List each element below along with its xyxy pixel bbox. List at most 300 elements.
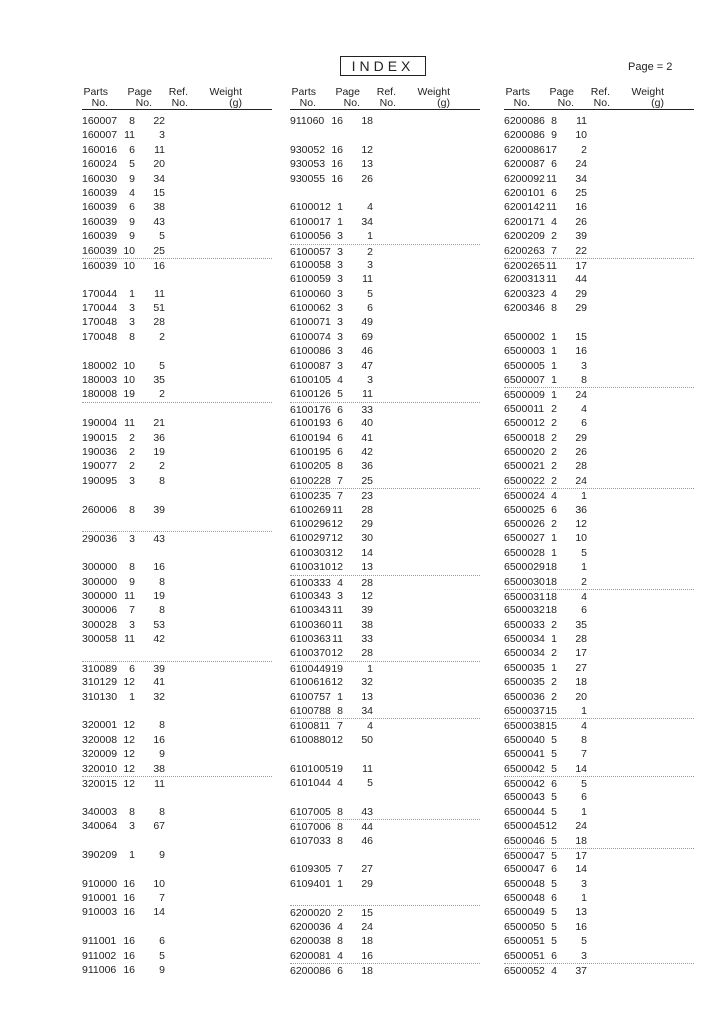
ref-no: 36 (361, 460, 373, 473)
page-no: 5 (551, 834, 557, 847)
ref-no: 6 (581, 791, 587, 804)
index-row (290, 905, 480, 919)
ref-no: 20 (575, 690, 587, 703)
part-number: 6500029 (504, 561, 545, 574)
part-number: 6500026 (504, 517, 545, 530)
ref-no: 14 (575, 863, 587, 876)
index-row (504, 805, 694, 819)
ref-no: 6 (159, 935, 165, 948)
page-no: 8 (337, 935, 343, 948)
header-parts: Parts No. (505, 86, 530, 109)
index-row (290, 834, 480, 848)
part-number: 6200263 (504, 244, 545, 257)
part-number: 6200087 (504, 158, 545, 171)
header-weight: Weight (g) (417, 86, 450, 109)
page-no: 6 (129, 662, 135, 675)
ref-no: 13 (361, 158, 373, 171)
page-no: 11 (124, 633, 135, 646)
index-row (82, 315, 272, 329)
index-row (290, 359, 480, 373)
part-number: 390209 (82, 848, 118, 861)
ref-no: 3 (581, 359, 587, 372)
ref-no: 16 (153, 259, 165, 272)
ref-no: 20 (153, 158, 165, 171)
part-number: 6100193 (290, 417, 331, 430)
page-no: 6 (551, 949, 557, 962)
ref-no: 3 (581, 877, 587, 890)
index-row (504, 905, 694, 919)
ref-no: 6 (581, 417, 587, 430)
part-number: 180002 (82, 359, 118, 372)
part-number: 170048 (82, 316, 118, 329)
ref-no: 24 (575, 158, 587, 171)
index-row (504, 546, 694, 560)
page-no: 10 (123, 244, 135, 257)
index-row (82, 172, 272, 186)
page-no: 7 (129, 604, 135, 617)
part-number: 6100017 (290, 215, 331, 228)
part-number: 6101044 (290, 776, 331, 789)
part-number: 310130 (82, 690, 118, 703)
index-row (504, 690, 694, 704)
ref-no: 5 (581, 935, 587, 948)
index-row (290, 575, 480, 589)
part-number: 320010 (82, 762, 118, 775)
index-row (504, 848, 694, 862)
ref-no: 29 (575, 431, 587, 444)
ref-no: 8 (159, 805, 165, 818)
index-row (504, 531, 694, 545)
index-row (290, 805, 480, 819)
ref-no: 1 (581, 490, 587, 503)
part-number: 6100194 (290, 431, 331, 444)
index-row (504, 128, 694, 142)
part-number: 6200092 (504, 172, 545, 185)
ref-no: 4 (581, 402, 587, 415)
page-no: 11 (332, 618, 343, 631)
page-no: 12 (331, 532, 343, 545)
part-number: 6109401 (290, 877, 331, 890)
index-row (504, 646, 694, 660)
index-row (504, 762, 694, 776)
part-number: 6100105 (290, 374, 331, 387)
index-row (290, 546, 480, 560)
page-no: 11 (332, 503, 343, 516)
part-number: 6100060 (290, 287, 331, 300)
index-row (504, 949, 694, 963)
ref-no: 19 (153, 445, 165, 458)
part-number: 6500036 (504, 690, 545, 703)
page-no: 1 (129, 848, 135, 861)
ref-no: 11 (576, 115, 587, 127)
ref-no: 39 (153, 662, 165, 675)
column-header (504, 87, 694, 110)
page-no: 12 (331, 561, 343, 574)
index-row (82, 200, 272, 214)
page-no: 18 (545, 575, 557, 588)
part-number: 6200265 (504, 259, 545, 272)
page-no: 10 (123, 259, 135, 272)
part-number: 6100343 (290, 589, 331, 602)
index-row (504, 114, 694, 128)
index-row (290, 258, 480, 272)
part-number: 6200086 (504, 143, 545, 156)
ref-no: 22 (153, 115, 165, 127)
page-no: 3 (129, 533, 135, 546)
page-no: 12 (331, 517, 343, 530)
page-no: 2 (337, 907, 343, 920)
page-no: 4 (337, 776, 343, 789)
page-no: 3 (129, 316, 135, 329)
ref-no: 3 (581, 949, 587, 962)
part-number: 6100086 (290, 345, 331, 358)
part-number: 6500030 (504, 575, 545, 588)
header-weight: Weight (g) (631, 86, 664, 109)
page-no: 7 (551, 244, 557, 257)
index-row (82, 359, 272, 373)
index-row (82, 128, 272, 142)
index-row (82, 646, 272, 660)
index-row (82, 747, 272, 761)
index-row (290, 157, 480, 171)
index-row (82, 215, 272, 229)
ref-no: 8 (581, 733, 587, 746)
ref-no: 10 (575, 532, 587, 545)
page-no: 11 (546, 201, 557, 214)
page-no: 5 (551, 906, 557, 919)
index-row (82, 416, 272, 430)
index-row (290, 488, 480, 502)
ref-no: 5 (367, 287, 373, 300)
index-row (290, 862, 480, 876)
header-page: Page No. (335, 86, 360, 109)
ref-no: 10 (575, 129, 587, 142)
page-no: 1 (551, 532, 557, 545)
index-row (290, 963, 480, 977)
page-no: 19 (331, 762, 343, 775)
part-number: 6200209 (504, 230, 545, 243)
ref-no: 32 (153, 690, 165, 703)
page-no: 1 (337, 215, 343, 228)
index-row (504, 373, 694, 387)
ref-no: 1 (581, 561, 587, 574)
index-row (82, 258, 272, 272)
part-number: 6200086 (504, 129, 545, 142)
index-row (290, 776, 480, 790)
part-number: 6200346 (504, 302, 545, 315)
page-no: 12 (123, 733, 135, 746)
index-row (504, 287, 694, 301)
index-row (290, 704, 480, 718)
page-no: 6 (551, 186, 557, 199)
page-no: 18 (545, 590, 557, 603)
ref-no: 49 (361, 316, 373, 329)
ref-no: 18 (361, 935, 373, 948)
page-no: 2 (551, 517, 557, 530)
header-parts: Parts No. (291, 86, 316, 109)
page-no: 3 (129, 820, 135, 833)
index-row (82, 272, 272, 286)
ref-no: 51 (153, 302, 165, 315)
index-row (290, 114, 480, 128)
page-no: 6 (551, 892, 557, 905)
index-row (290, 733, 480, 747)
page-no: 3 (337, 302, 343, 315)
part-number: 6500003 (504, 345, 545, 358)
ref-no: 13 (361, 690, 373, 703)
part-number: 911001 (82, 935, 117, 948)
index-row (290, 848, 480, 862)
page-no: 7 (337, 490, 343, 503)
ref-no: 26 (361, 172, 373, 185)
part-number: 160039 (82, 259, 118, 272)
page-no: 5 (551, 935, 557, 948)
page-no: 1 (551, 359, 557, 372)
ref-no: 2 (159, 388, 165, 401)
part-number: 910000 (82, 877, 118, 890)
part-number: 6500048 (504, 877, 545, 890)
ref-no: 8 (581, 374, 587, 387)
ref-no: 33 (361, 633, 373, 646)
page-no: 6 (551, 863, 557, 876)
part-number: 6500037 (504, 705, 545, 718)
part-number: 160039 (82, 215, 118, 228)
index-row (82, 474, 272, 488)
ref-no: 47 (361, 359, 373, 372)
page-no: 12 (331, 733, 343, 746)
part-number: 6100310 (290, 561, 331, 574)
page-no: 4 (129, 186, 135, 199)
page-no: 4 (551, 490, 557, 503)
index-row (82, 661, 272, 675)
index-row (290, 373, 480, 387)
index-row (82, 488, 272, 502)
part-number: 930055 (290, 172, 326, 185)
part-number: 160007 (82, 129, 118, 142)
page-no: 6 (337, 445, 343, 458)
page-no: 5 (551, 877, 557, 890)
part-number: 180003 (82, 374, 118, 387)
ref-no: 12 (361, 589, 373, 602)
part-number: 6500050 (504, 920, 545, 933)
ref-no: 30 (361, 532, 373, 545)
part-number: 6500047 (504, 849, 545, 862)
index-row (82, 373, 272, 387)
page-no: 9 (129, 172, 135, 185)
ref-no: 41 (361, 431, 373, 444)
ref-no: 38 (153, 762, 165, 775)
page-no: 3 (337, 230, 343, 243)
page-no: 15 (545, 720, 557, 733)
index-row (290, 143, 480, 157)
index-row (504, 272, 694, 286)
ref-no: 2 (159, 460, 165, 473)
page-no: 5 (551, 805, 557, 818)
page-no: 2 (551, 647, 557, 660)
page-no: 1 (129, 287, 135, 300)
part-number: 6100297 (290, 532, 331, 545)
index-row (504, 819, 694, 833)
ref-no: 26 (575, 215, 587, 228)
page-no: 4 (337, 374, 343, 387)
page-number: Page = 2 (628, 61, 673, 73)
page-no: 3 (337, 589, 343, 602)
ref-no: 43 (153, 215, 165, 228)
part-number: 6100449 (290, 662, 331, 675)
index-column-1 (82, 87, 272, 977)
page-no: 1 (337, 201, 343, 214)
ref-no: 14 (575, 762, 587, 775)
index-row (504, 445, 694, 459)
index-row (290, 287, 480, 301)
ref-no: 4 (367, 720, 373, 733)
page-no: 8 (129, 115, 135, 127)
part-number: 6500005 (504, 359, 545, 372)
part-number: 6500031 (504, 590, 545, 603)
part-number: 6100056 (290, 230, 331, 243)
page-no: 2 (551, 474, 557, 487)
page-no: 8 (337, 821, 343, 834)
page-no: 11 (546, 172, 557, 185)
part-number: 6100343 (290, 604, 331, 617)
part-number: 6500033 (504, 618, 545, 631)
page-no: 10 (123, 374, 135, 387)
part-number: 6100880 (290, 733, 331, 746)
part-number: 910001 (82, 892, 118, 905)
page-no: 5 (551, 762, 557, 775)
index-row (504, 891, 694, 905)
index-row (82, 157, 272, 171)
page-no: 19 (331, 662, 343, 675)
part-number: 6500044 (504, 805, 545, 818)
part-number: 340003 (82, 805, 118, 818)
index-row (504, 244, 694, 258)
part-number: 6500021 (504, 460, 545, 473)
index-row (504, 877, 694, 891)
part-number: 6500051 (504, 949, 545, 962)
index-column-3 (504, 87, 694, 977)
page-no: 8 (129, 805, 135, 818)
part-number: 6107033 (290, 834, 331, 847)
ref-no: 39 (361, 604, 373, 617)
ref-no: 5 (159, 359, 165, 372)
index-row (82, 560, 272, 574)
page-no: 6 (337, 431, 343, 444)
page-no: 16 (123, 949, 135, 962)
page-no: 1 (551, 633, 557, 646)
part-number: 6200038 (290, 935, 331, 948)
part-number: 320009 (82, 748, 118, 761)
ref-no: 11 (362, 388, 373, 401)
ref-no: 19 (153, 589, 165, 602)
ref-no: 16 (575, 920, 587, 933)
page-no: 8 (129, 503, 135, 516)
page-no: 3 (337, 258, 343, 271)
page-no: 16 (331, 115, 343, 127)
part-number: 6200086 (504, 115, 545, 127)
ref-no: 27 (361, 863, 373, 876)
ref-no: 16 (575, 345, 587, 358)
ref-no: 67 (153, 820, 165, 833)
part-number: 6100333 (290, 576, 331, 589)
index-row (290, 344, 480, 358)
ref-no: 13 (575, 906, 587, 919)
index-row (504, 474, 694, 488)
page-no: 7 (337, 863, 343, 876)
ref-no: 3 (159, 129, 165, 142)
index-row (290, 661, 480, 675)
ref-no: 43 (361, 805, 373, 818)
part-number: 170044 (82, 302, 118, 315)
index-row (290, 618, 480, 632)
ref-no: 24 (361, 920, 373, 933)
page-no: 4 (551, 965, 557, 978)
page-no: 8 (337, 460, 343, 473)
ref-no: 14 (153, 906, 165, 919)
page-no: 11 (124, 129, 135, 142)
page-no: 4 (551, 287, 557, 300)
ref-no: 15 (575, 330, 587, 343)
part-number: 6500035 (504, 676, 545, 689)
page-no: 12 (331, 546, 343, 559)
page-no: 6 (337, 403, 343, 416)
index-row (82, 503, 272, 517)
part-number: 6500025 (504, 503, 545, 516)
ref-no: 69 (361, 330, 373, 343)
index-row (504, 143, 694, 157)
ref-no: 6 (581, 604, 587, 617)
ref-no: 46 (361, 345, 373, 358)
index-row (82, 229, 272, 243)
part-number: 190004 (82, 417, 118, 430)
index-row (290, 920, 480, 934)
page-no: 3 (337, 287, 343, 300)
part-number: 190077 (82, 460, 118, 473)
part-number: 260006 (82, 503, 118, 516)
page-no: 2 (551, 417, 557, 430)
index-row (290, 690, 480, 704)
ref-no: 34 (575, 172, 587, 185)
part-number: 6500042 (504, 762, 545, 775)
page-no: 7 (337, 720, 343, 733)
page-no: 6 (129, 201, 135, 214)
index-row (82, 402, 272, 416)
index-row (504, 632, 694, 646)
ref-no: 44 (361, 821, 373, 834)
index-row (290, 272, 480, 286)
part-number: 6500011 (504, 402, 545, 415)
part-number: 6500024 (504, 490, 545, 503)
ref-no: 2 (159, 330, 165, 343)
column-header (82, 87, 272, 110)
ref-no: 5 (159, 949, 165, 962)
page-no: 9 (129, 230, 135, 243)
ref-no: 39 (153, 503, 165, 516)
index-row (82, 862, 272, 876)
index-row (504, 344, 694, 358)
index-row (504, 733, 694, 747)
part-number: 320008 (82, 733, 118, 746)
page-no: 1 (551, 374, 557, 387)
part-number: 6500002 (504, 330, 545, 343)
index-row (82, 963, 272, 977)
part-number: 190036 (82, 445, 118, 458)
ref-no: 28 (153, 316, 165, 329)
ref-no: 8 (159, 474, 165, 487)
index-row (504, 560, 694, 574)
page-no: 4 (337, 576, 343, 589)
page-no: 11 (546, 273, 557, 286)
